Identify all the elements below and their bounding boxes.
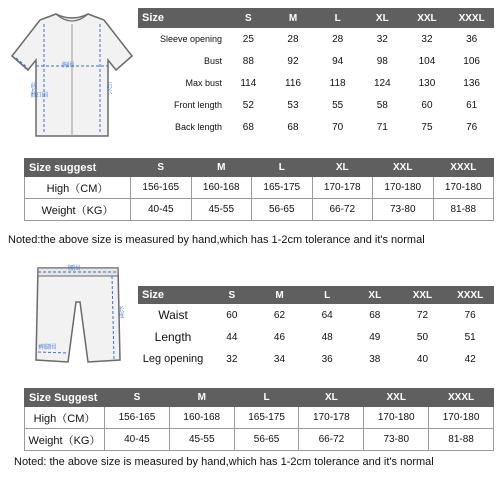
jersey-label-sleeve-opening: 袖口围 xyxy=(30,93,49,99)
table-cell: 75 xyxy=(421,121,433,133)
table-cell: 124 xyxy=(373,77,391,89)
jersey-diagram xyxy=(4,4,140,144)
header-cell: L xyxy=(234,389,299,407)
table-cell: 61 xyxy=(466,99,478,111)
jersey-tolerance-note: Noted:the above size is measured by hand,which has 1-2cm tolerance and it's normal xyxy=(8,234,425,246)
table-cell: 38 xyxy=(369,353,381,365)
row-label: Front length xyxy=(173,100,222,110)
table-cell: 51 xyxy=(464,331,476,343)
table-cell: 156-165 xyxy=(105,407,170,429)
header-cell: Size suggest xyxy=(25,159,131,177)
table-cell: 170-178 xyxy=(312,177,373,199)
header-cell: Size xyxy=(138,8,226,28)
table-cell: 34 xyxy=(273,353,286,365)
table-row xyxy=(138,28,494,50)
table-cell: 160-168 xyxy=(169,407,234,429)
table-row xyxy=(138,116,494,138)
table-cell: 42 xyxy=(464,353,476,365)
table-cell: 170-180 xyxy=(433,177,494,199)
table-cell: 52 xyxy=(242,99,254,111)
shorts-outline-icon xyxy=(28,262,128,370)
table-cell: 32 xyxy=(226,353,238,365)
header-cell: L xyxy=(315,8,360,28)
jersey-size-header-row xyxy=(138,8,494,28)
jersey-outline-icon xyxy=(4,4,140,144)
shorts-label-waist: 腰围 xyxy=(68,266,81,272)
table-cell: 71 xyxy=(376,121,388,133)
table-cell: 50 xyxy=(416,331,429,343)
header-cell: M xyxy=(169,389,234,407)
header-cell: XXXL xyxy=(429,389,494,407)
table-cell: 44 xyxy=(226,331,238,343)
table-cell: 106 xyxy=(463,55,480,67)
table-cell: 36 xyxy=(321,353,333,365)
header-cell: L xyxy=(252,159,313,177)
table-cell: 68 xyxy=(287,121,299,133)
table-row xyxy=(25,429,494,451)
table-cell: 76 xyxy=(466,121,478,133)
table-cell: 73-80 xyxy=(364,429,429,451)
table-cell: 114 xyxy=(240,77,257,89)
shorts-suggest-header-row xyxy=(25,389,494,407)
table-cell: 28 xyxy=(287,33,299,45)
table-cell: 60 xyxy=(421,99,433,111)
table-row xyxy=(25,407,494,429)
table-cell: 40-45 xyxy=(105,429,170,451)
table-cell: 170-180 xyxy=(429,407,494,429)
row-label: High（CM） xyxy=(25,407,105,429)
table-cell: 25 xyxy=(242,33,254,45)
table-cell: 130 xyxy=(418,77,436,89)
row-label: Weight（KG） xyxy=(25,429,105,451)
shorts-label-length: 长度 xyxy=(117,306,123,318)
table-cell: 70 xyxy=(332,121,344,133)
table-cell: 49 xyxy=(369,331,381,343)
table-cell: 28 xyxy=(332,33,344,45)
header-cell: M xyxy=(271,8,316,28)
table-cell: 40-45 xyxy=(131,199,192,221)
row-label: Waist xyxy=(158,308,188,322)
table-cell: 40 xyxy=(416,353,429,365)
row-label: Back length xyxy=(174,122,222,132)
header-cell: S xyxy=(208,286,256,304)
row-label: Weight（KG） xyxy=(25,199,131,221)
header-cell: XXL xyxy=(399,286,447,304)
jersey-size-suggest-table xyxy=(24,158,494,221)
shorts-label-leg-opening: 裤脚围 xyxy=(38,345,57,351)
header-cell: S xyxy=(131,159,192,177)
jersey-size-table xyxy=(138,8,494,138)
table-cell: 160-168 xyxy=(191,177,252,199)
table-cell: 170-180 xyxy=(364,407,429,429)
table-cell: 48 xyxy=(321,331,333,343)
jersey-suggest-header-row xyxy=(25,159,494,177)
table-cell: 136 xyxy=(463,77,480,89)
table-row xyxy=(138,326,494,348)
table-row xyxy=(25,199,494,221)
shorts-tolerance-note: Noted: the above size is measured by hand,which has 1-2cm tolerance and it's normal xyxy=(14,456,434,468)
header-cell: XXL xyxy=(364,389,429,407)
table-cell: 53 xyxy=(287,99,299,111)
table-row xyxy=(138,72,494,94)
header-cell: Size Suggest xyxy=(25,389,105,407)
table-cell: 58 xyxy=(376,99,388,111)
table-cell: 62 xyxy=(273,309,286,321)
table-cell: 45-55 xyxy=(169,429,234,451)
table-cell: 72 xyxy=(416,309,429,321)
table-cell: 36 xyxy=(466,33,478,45)
table-cell: 104 xyxy=(418,55,436,67)
table-cell: 32 xyxy=(421,33,433,45)
table-cell: 98 xyxy=(376,55,388,67)
row-label: High（CM） xyxy=(25,177,131,199)
jersey-label-bust: 胸围 xyxy=(62,63,75,69)
table-cell: 68 xyxy=(242,121,254,133)
jersey-label-front-length: 前长 xyxy=(29,82,35,94)
table-row xyxy=(138,304,494,326)
table-row xyxy=(138,50,494,72)
row-label: Sleeve opening xyxy=(159,34,222,44)
table-cell: 68 xyxy=(369,309,381,321)
row-label: Length xyxy=(154,330,192,344)
table-cell: 32 xyxy=(376,33,388,45)
table-cell: 64 xyxy=(321,309,333,321)
table-row xyxy=(138,94,494,116)
table-cell: 88 xyxy=(242,55,254,67)
header-cell: L xyxy=(303,286,351,304)
table-cell: 66-72 xyxy=(312,199,373,221)
header-cell: XL xyxy=(312,159,373,177)
table-cell: 60 xyxy=(226,309,238,321)
row-label: Leg opening xyxy=(142,353,204,365)
table-cell: 94 xyxy=(332,55,344,67)
shorts-size-header-row xyxy=(138,286,494,304)
table-cell: 156-165 xyxy=(131,177,192,199)
table-cell: 45-55 xyxy=(191,199,252,221)
table-cell: 73-80 xyxy=(373,199,434,221)
table-cell: 55 xyxy=(332,99,344,111)
table-cell: 165-175 xyxy=(252,177,313,199)
table-cell: 76 xyxy=(464,309,476,321)
table-cell: 56-65 xyxy=(234,429,299,451)
table-cell: 81-88 xyxy=(429,429,494,451)
shorts-size-suggest-table xyxy=(24,388,494,451)
row-label: Max bust xyxy=(185,78,222,88)
header-cell: XXL xyxy=(373,159,434,177)
header-cell: XL xyxy=(351,286,399,304)
header-cell: S xyxy=(105,389,170,407)
table-cell: 170-180 xyxy=(373,177,434,199)
header-cell: XL xyxy=(299,389,364,407)
table-row xyxy=(25,177,494,199)
table-cell: 116 xyxy=(285,77,301,89)
header-cell: S xyxy=(226,8,271,28)
jersey-label-back-length: 后长 xyxy=(105,82,111,94)
header-cell: M xyxy=(191,159,252,177)
table-cell: 92 xyxy=(287,55,299,67)
table-cell: 66-72 xyxy=(299,429,364,451)
table-cell: 118 xyxy=(329,77,346,89)
header-cell: XL xyxy=(360,8,405,28)
table-cell: 56-65 xyxy=(252,199,313,221)
row-label: Bust xyxy=(203,56,222,66)
table-cell: 170-178 xyxy=(299,407,364,429)
header-cell: XXXL xyxy=(449,8,494,28)
table-cell: 46 xyxy=(273,331,286,343)
table-cell: 81-88 xyxy=(433,199,494,221)
header-cell: XXXL xyxy=(433,159,494,177)
header-cell: M xyxy=(256,286,304,304)
table-cell: 165-175 xyxy=(234,407,299,429)
shorts-diagram xyxy=(28,262,128,370)
header-cell: XXL xyxy=(405,8,450,28)
header-cell: XXXL xyxy=(446,286,494,304)
header-cell: Size xyxy=(138,286,208,304)
table-row xyxy=(138,348,494,370)
shorts-size-table xyxy=(138,286,494,370)
